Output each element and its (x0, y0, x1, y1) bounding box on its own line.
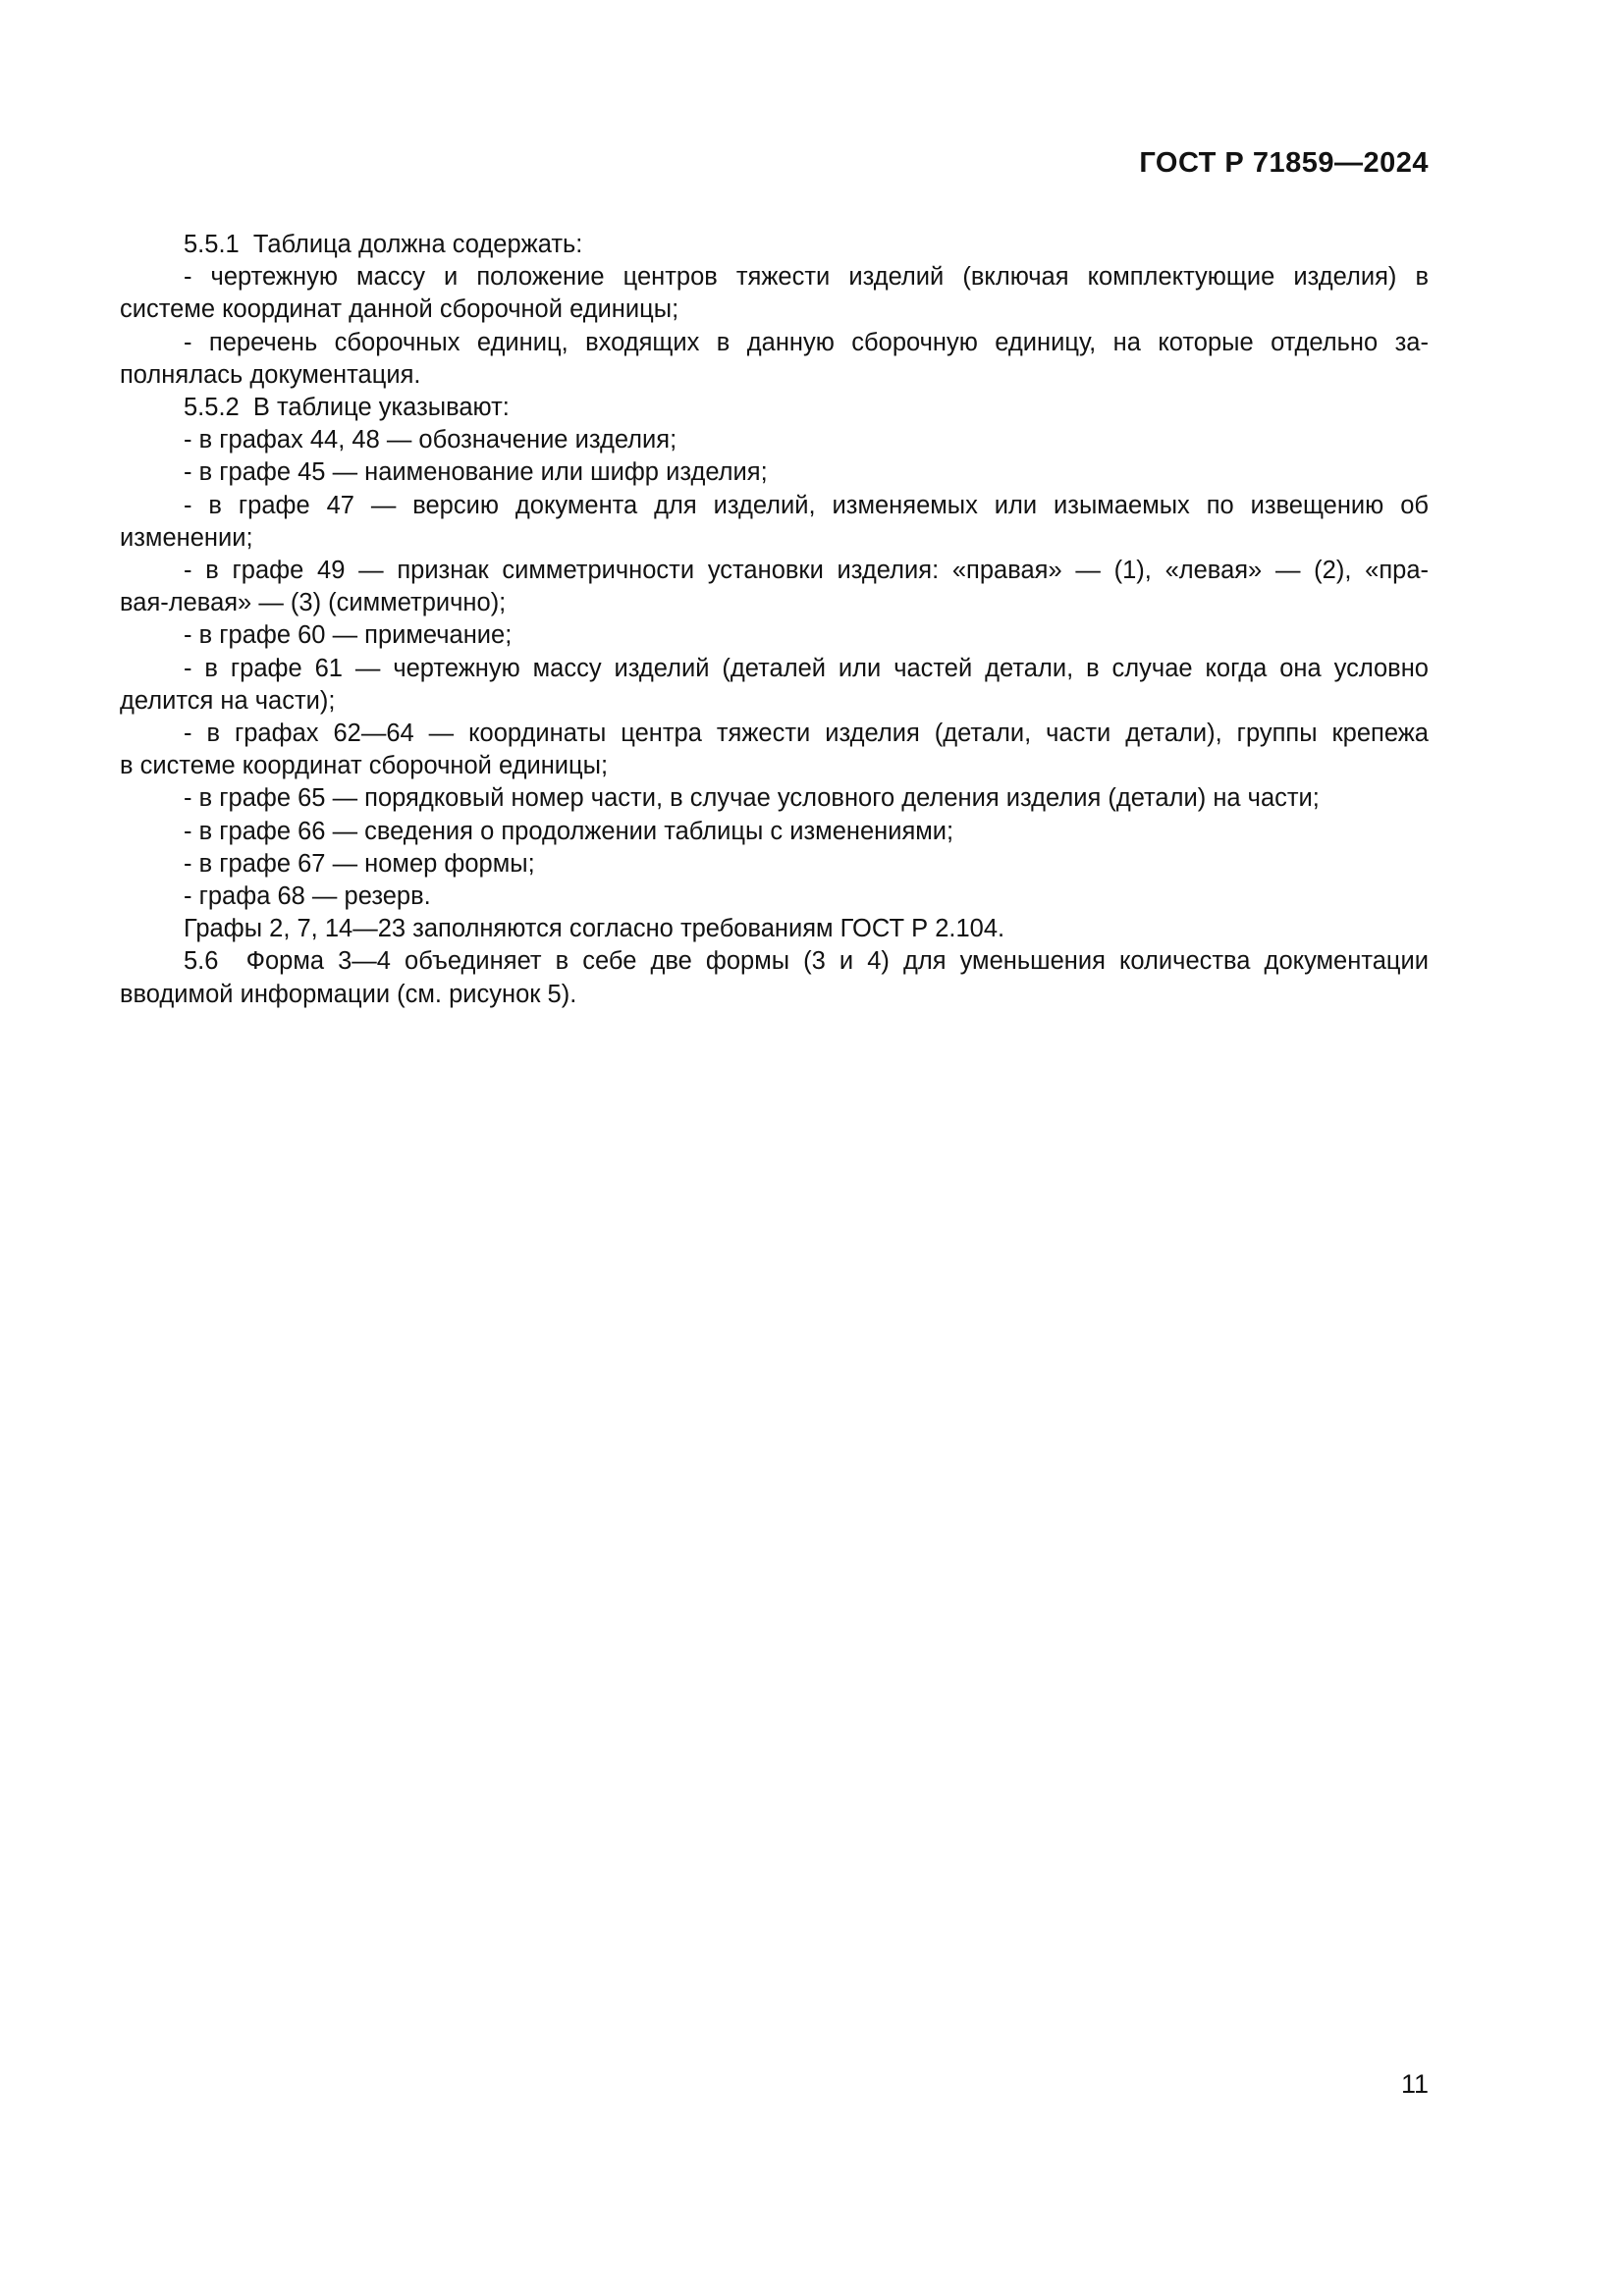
text-line: - в графе 47 — версию документа для изделий, изменяемых или изымаемых по извещению об (184, 491, 1429, 519)
text-line: в системе координат сборочной единицы; (120, 752, 609, 780)
text-line: - в графе 49 — признак симметричности установки изделия: «правая» — (1), «левая» — (2), «пра- (184, 557, 1429, 585)
text-line: - графа 68 — резерв. (184, 882, 431, 911)
text-line: - чертежную массу и положение центров тяжести изделий (включая комплектующие изделия) в (184, 263, 1429, 292)
text-line: - в графах 62—64 — координаты центра тяжести изделия (детали, части детали), группы крепежа (184, 720, 1429, 748)
text-line: - в графе 60 — примечание; (184, 621, 513, 650)
text-line: делится на части); (120, 686, 336, 715)
text-line: полнялась документация. (120, 360, 421, 389)
text-line: - в графе 61 — чертежную массу изделий (деталей или частей детали, в случае когда она условно (184, 654, 1429, 682)
text-line: - в графах 44, 48 — обозначение изделия; (184, 426, 677, 454)
text-line: 5.5.2 В таблице указывают: (184, 394, 510, 422)
text-line: 5.5.1 Таблица должна содержать: (184, 231, 583, 258)
text-line: - в графе 65 — порядковый номер части, в случае условного деления изделия (детали) на части; (184, 784, 1320, 813)
text-line: - в графе 66 — сведения о продолжении таблицы с изменениями; (184, 817, 954, 845)
text-line: изменении; (120, 523, 253, 552)
body-text (120, 229, 1429, 1011)
text-line: системе координат данной сборочной единицы; (120, 295, 679, 324)
text-line: вводимой информации (см. рисунок 5). (120, 980, 577, 1008)
text-line: - перечень сборочных единиц, входящих в данную сборочную единицу, на которые отдельно за- (184, 328, 1429, 356)
page-number: 11 (1400, 2069, 1429, 2099)
document-number-header: ГОСТ Р 71859—2024 (1139, 147, 1429, 179)
text-line: Графы 2, 7, 14—23 заполняются согласно требованиям ГОСТ Р 2.104. (184, 915, 1005, 943)
text-line: - в графе 45 — наименование или шифр изделия; (184, 458, 768, 487)
text-line: - в графе 67 — номер формы; (184, 849, 535, 878)
text-line: вая-левая» — (3) (симметрично); (120, 589, 507, 617)
text-line: 5.6 Форма 3—4 объединяет в себе две формы (3 и 4) для уменьшения количества документации (184, 947, 1429, 976)
